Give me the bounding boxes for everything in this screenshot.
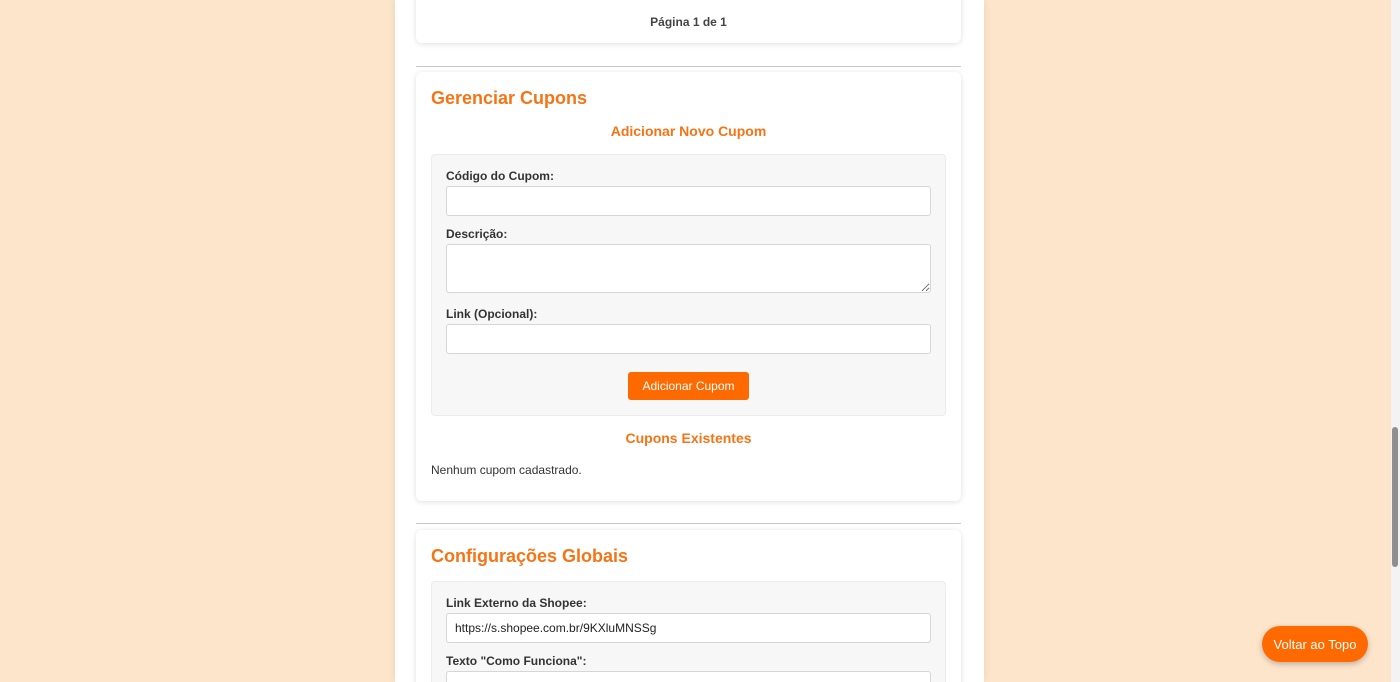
how-it-works-textarea[interactable] xyxy=(446,671,931,682)
back-to-top-button[interactable]: Voltar ao Topo xyxy=(1262,626,1368,662)
page-scrollbar[interactable] xyxy=(1391,0,1400,682)
add-coupon-title: Adicionar Novo Cupom xyxy=(610,123,767,139)
link-input[interactable] xyxy=(446,324,931,354)
coupon-code-input[interactable] xyxy=(446,186,931,216)
pagination-text: Página 1 de 1 xyxy=(650,15,727,29)
shopee-link-input[interactable] xyxy=(446,613,931,643)
coupons-section-title: Gerenciar Cupons xyxy=(431,88,588,108)
global-settings-form xyxy=(431,581,946,682)
pagination-card xyxy=(416,0,961,43)
description-textarea[interactable] xyxy=(446,244,931,293)
coupons-card xyxy=(416,72,961,501)
scrollbar-thumb[interactable] xyxy=(1392,427,1398,567)
no-coupons-message: Nenhum cupom cadastrado. xyxy=(431,463,582,477)
existing-coupons-title: Cupons Existentes xyxy=(625,430,752,446)
add-coupon-form xyxy=(431,154,946,416)
admin-page xyxy=(395,0,984,682)
global-settings-card xyxy=(416,530,961,682)
add-coupon-button[interactable]: Adicionar Cupom xyxy=(628,372,749,400)
section-divider xyxy=(416,523,961,524)
coupon-code-label: Código do Cupom: xyxy=(446,169,554,183)
shopee-link-label: Link Externo da Shopee: xyxy=(446,596,587,610)
global-settings-title: Configurações Globais xyxy=(431,546,629,566)
link-label: Link (Opcional): xyxy=(446,307,538,321)
description-label: Descrição: xyxy=(446,227,508,241)
section-divider xyxy=(416,66,961,67)
how-it-works-label: Texto "Como Funciona": xyxy=(446,654,587,668)
